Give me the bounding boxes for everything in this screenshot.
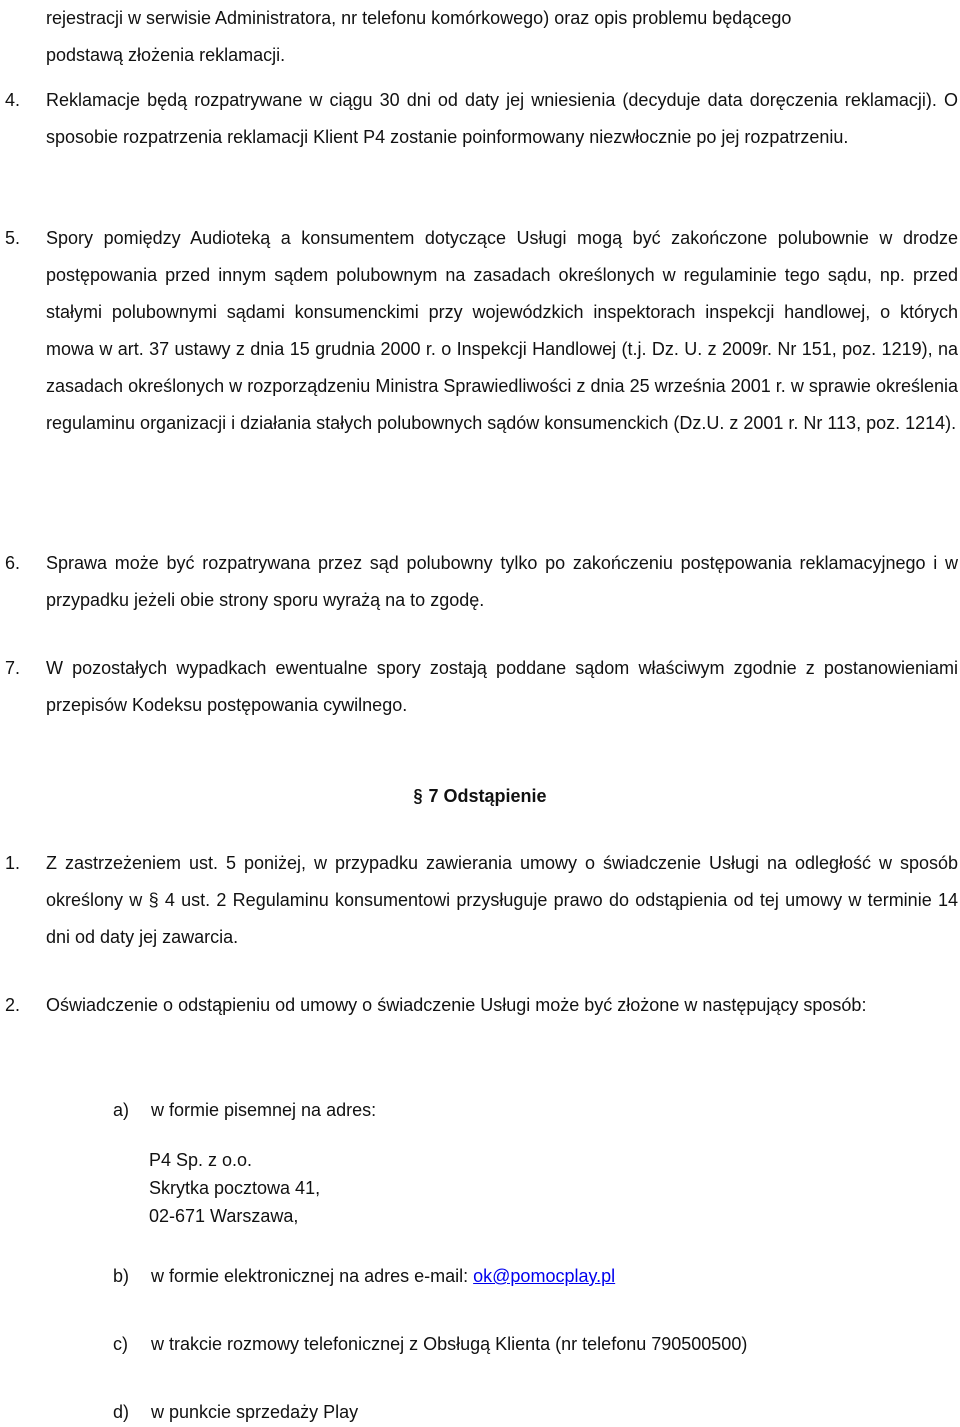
email-link[interactable]: ok@pomocplay.pl <box>473 1266 616 1286</box>
item-text: Oświadczenie o odstąpieniu od umowy o świadczenie Usługi może być złożone w następujący sposób: <box>46 995 867 1015</box>
address-line-1: P4 Sp. z o.o. <box>149 1150 253 1170</box>
section-title: 7 Odstąpienie <box>428 786 547 806</box>
option-letter: b) <box>113 1266 130 1286</box>
option-text-label: w formie elektronicznej na adres e-mail: <box>151 1266 474 1286</box>
item-text: Spory pomiędzy Audioteką a konsumentem dotyczące Usługi mogą być zakończone polubownie w drodze postępowania przed innym sądem polubownym na zasadach określonych w regulaminie tego sądu, np. przed stałymi polubownymi sądami konsumenckimi przy wojewódzkich inspektorach inspekcji handlowej, o których mowa w art. 37 ustawy z dnia 15 grudnia 2000 r. o Inspekcji Handlowej (t.j. Dz. U. z 2009r. Nr 151, poz. 1219), na zasadach określonych w rozporządzeniu Ministra Sprawiedliwości z dnia 25 września 2001 r. w sprawie określenia regulaminu organizacji i działania stałych polubownych sądów konsumenckich (Dz.U. z 2001 r. Nr 113, poz. 1214). <box>46 228 958 433</box>
option-letter: d) <box>113 1402 130 1422</box>
option-letter: c) <box>113 1334 128 1354</box>
item-number: 5. <box>5 228 21 248</box>
section-symbol: § <box>413 786 423 806</box>
item-text: Reklamacje będą rozpatrywane w ciągu 30 dni od daty jej wniesienia (decyduje data doręczenia reklamacji). O sposobie rozpatrzenia reklamacji Klient P4 zostanie poinformowany niezwłocznie po jej rozpatrzeniu. <box>46 90 958 147</box>
item-number: 2. <box>5 995 21 1015</box>
option-letter: a) <box>113 1100 130 1120</box>
item-number: 4. <box>5 90 21 110</box>
option-text: w formie pisemnej na adres: <box>151 1100 377 1120</box>
intro-line-2: podstawą złożenia reklamacji. <box>46 45 286 65</box>
address-line-3: 02-671 Warszawa, <box>149 1206 299 1226</box>
item-text: W pozostałych wypadkach ewentualne spory zostają poddane sądom właściwym zgodnie z postanowieniami przepisów Kodeksu postępowania cywilnego. <box>46 658 958 715</box>
option-text <box>151 1261 615 1291</box>
item-number: 1. <box>5 853 21 873</box>
address-line-2: Skrytka pocztowa 41, <box>149 1178 321 1198</box>
option-text: w punkcie sprzedaży Play <box>151 1402 359 1422</box>
item-number: 7. <box>5 658 21 678</box>
item-text: Sprawa może być rozpatrywana przez sąd polubowny tylko po zakończeniu postępowania reklamacyjnego i w przypadku jeżeli obie strony sporu wyrażą na to zgodę. <box>46 553 958 610</box>
intro-line-1: rejestracji w serwisie Administratora, nr telefonu komórkowego) oraz opis problemu będącego <box>46 8 792 28</box>
item-number: 6. <box>5 553 21 573</box>
item-text: Z zastrzeżeniem ust. 5 poniżej, w przypadku zawierania umowy o świadczenie Usługi na odległość w sposób określony w § 4 ust. 2 Regulaminu konsumentowi przysługuje prawo do odstąpienia od tej umowy w terminie 14 dni od daty jej zawarcia. <box>46 853 958 947</box>
option-text: w trakcie rozmowy telefonicznej z Obsługą Klienta (nr telefonu 790500500) <box>151 1334 748 1354</box>
section-heading <box>0 781 960 811</box>
